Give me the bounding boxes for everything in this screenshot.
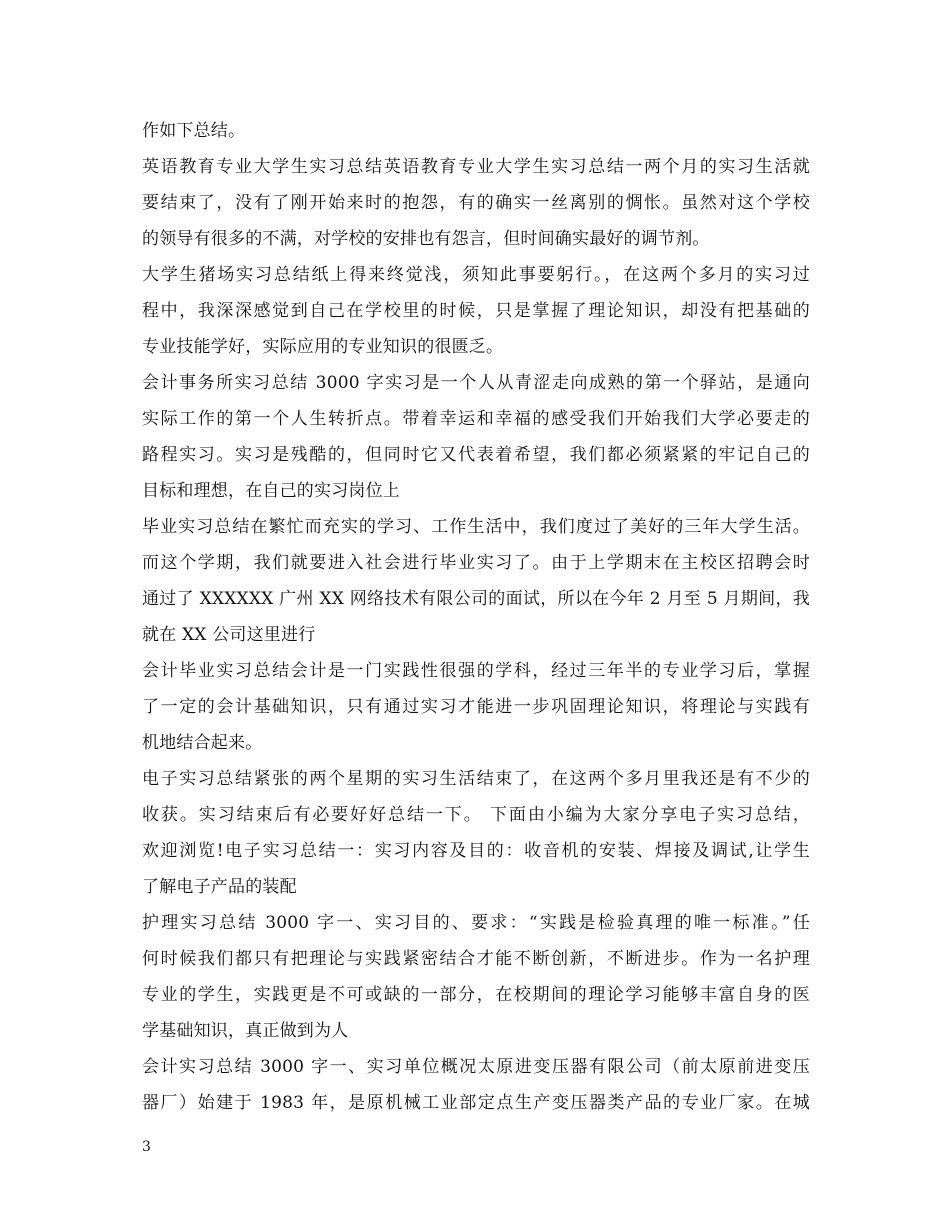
text-line: 器厂）始建于 1983 年，是原机械工业部定点生产变压器类产品的专业厂家。在城 <box>142 1093 810 1113</box>
document-body <box>142 113 810 1121</box>
text-line: 通过了 XXXXXX 广州 XX 网络技术有限公司的面试，所以在今年 2 月至 5 月期间，我 <box>142 589 810 609</box>
paragraph <box>142 1049 810 1121</box>
paragraph <box>142 365 810 509</box>
text-line: 机地结合起来。 <box>142 733 263 753</box>
text-line: 路程实习。实习是残酷的，但同时它又代表着希望，我们都必须紧紧的牢记自己的 <box>142 445 810 465</box>
text-line: 会计实习总结 3000 字一、实习单位概况太原进变压器有限公司（前太原前进变压 <box>142 1057 810 1077</box>
paragraph <box>142 509 810 653</box>
paragraph <box>142 257 810 365</box>
text-line: 毕业实习总结在繁忙而充实的学习、工作生活中，我们度过了美好的三年大学生活。 <box>142 517 810 537</box>
text-line: 欢迎浏览!电子实习总结一：实习内容及目的：收音机的安装、焊接及调试,让学生 <box>142 841 810 861</box>
page-number: 3 <box>142 1139 151 1155</box>
text-line: 何时候我们都只有把理论与实践紧密结合才能不断创新，不断进步。作为一名护理 <box>142 949 810 969</box>
paragraph <box>142 905 810 1049</box>
text-line: 学基础知识，真正做到为人 <box>142 1021 349 1041</box>
text-line: 目标和理想，在自己的实习岗位上 <box>142 481 400 501</box>
paragraph <box>142 653 810 761</box>
paragraph <box>142 149 810 257</box>
text-line: 收获。实习结束后有必要好好总结一下。 下面由小编为大家分享电子实习总结， <box>142 805 810 825</box>
text-line: 专业的学生，实践更是不可或缺的一部分，在校期间的理论学习能够丰富自身的医 <box>142 985 810 1005</box>
text-line: 了解电子产品的装配 <box>142 877 297 897</box>
text-line: 就在 XX 公司这里进行 <box>142 625 316 645</box>
text-line: 英语教育专业大学生实习总结英语教育专业大学生实习总结一两个月的实习生活就 <box>142 157 810 177</box>
text-line: 护理实习总结 3000 字一、实习目的、要求：“实践是检验真理的唯一标准。”任 <box>142 913 810 933</box>
paragraph <box>142 113 810 149</box>
text-line: 的领导有很多的不满，对学校的安排也有怨言，但时间确实最好的调节剂。 <box>142 229 710 249</box>
text-line: 实际工作的第一个人生转折点。带着幸运和幸福的感受我们开始我们大学必要走的 <box>142 409 810 429</box>
text-line: 专业技能学好，实际应用的专业知识的很匮乏。 <box>142 337 504 357</box>
text-line: 作如下总结。 <box>142 121 246 141</box>
text-line: 而这个学期，我们就要进入社会进行毕业实习了。由于上学期末在主校区招聘会时 <box>142 553 810 573</box>
text-line: 大学生猪场实习总结纸上得来终觉浅，须知此事要躬行。，在这两个多月的实习过 <box>142 265 810 285</box>
text-line: 会计毕业实习总结会计是一门实践性很强的学科，经过三年半的专业学习后，掌握 <box>142 661 810 681</box>
text-line: 要结束了，没有了刚开始来时的抱怨，有的确实一丝离别的惆怅。虽然对这个学校 <box>142 193 810 213</box>
text-line: 了一定的会计基础知识，只有通过实习才能进一步巩固理论知识，将理论与实践有 <box>142 697 810 717</box>
text-line: 电子实习总结紧张的两个星期的实习生活结束了，在这两个多月里我还是有不少的 <box>142 769 810 789</box>
text-line: 程中，我深深感觉到自己在学校里的时候，只是掌握了理论知识，却没有把基础的 <box>142 301 810 321</box>
paragraph <box>142 761 810 905</box>
text-line: 会计事务所实习总结 3000 字实习是一个人从青涩走向成熟的第一个驿站，是通向 <box>142 373 810 393</box>
